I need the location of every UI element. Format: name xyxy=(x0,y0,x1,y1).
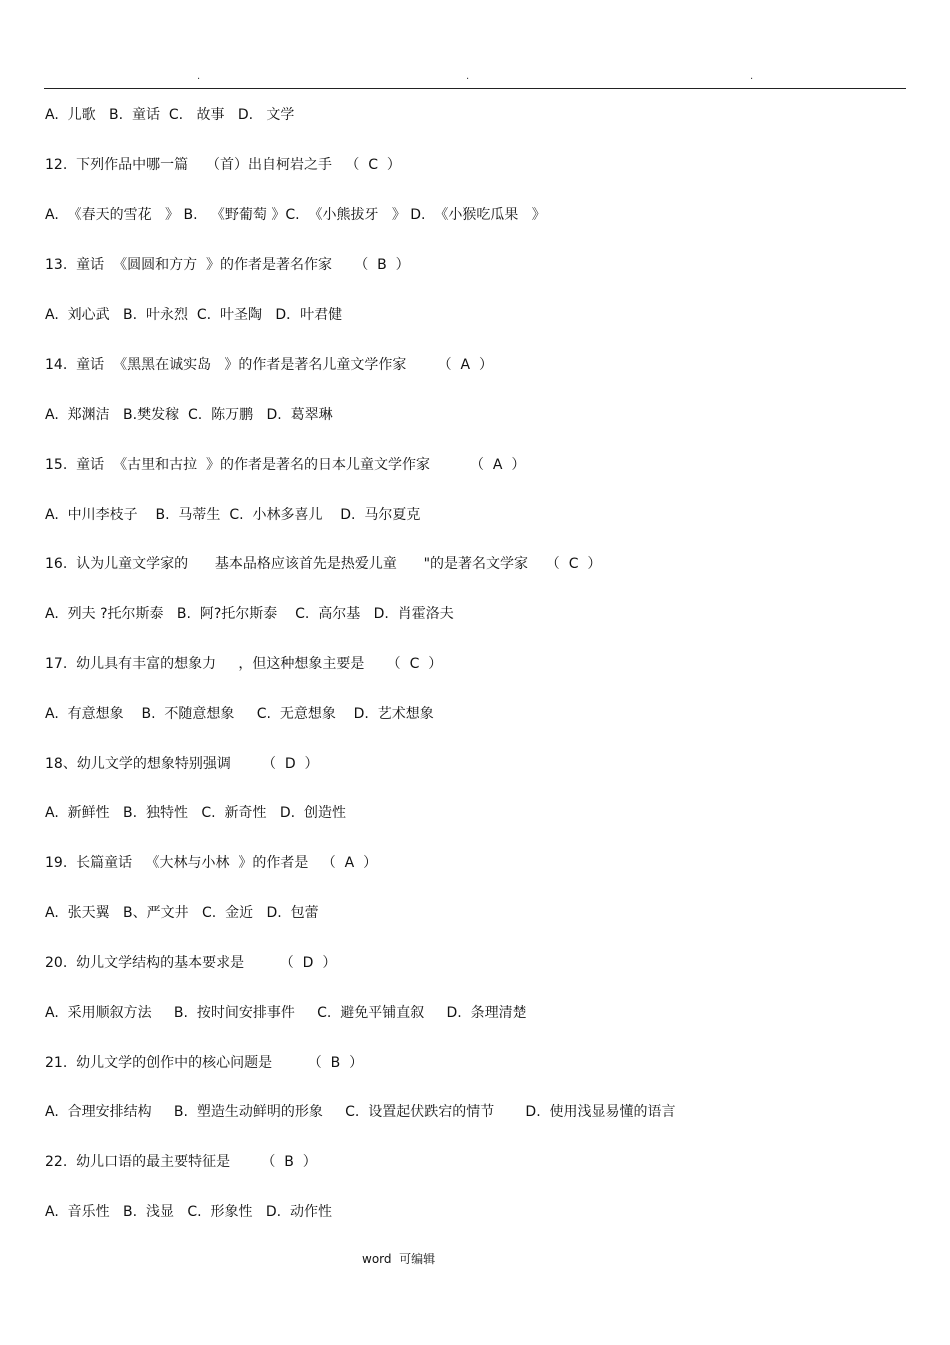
answer-options-18: A. 新鲜性 B. 独特性 C. 新奇性 D. 创造性 xyxy=(45,805,346,821)
answer-options-13: A. 刘心武 B. 叶永烈 C. 叶圣陶 D．叶君健 xyxy=(45,307,343,323)
answer-options-16: A. 列夫 ?托尔斯泰 B. 阿?托尔斯泰 C. 高尔基 D. 肖霍洛夫 xyxy=(45,606,454,622)
question-17: 17. 幼儿具有丰富的想象力 ，但这种想象主要是 （ C ） xyxy=(45,656,443,672)
header-dot-left: . xyxy=(197,71,201,82)
answer-options-12: A. 《春天的雪花 》 B. 《野葡萄 》C. 《小熊拔牙 》 D. 《小猴吃瓜果 》 xyxy=(45,207,546,223)
answer-options-19: A. 张天翼 B、严文井 C. 金近 D. 包蕾 xyxy=(45,905,319,921)
question-13: 13. 童话 《圆圆和方方 》的作者是著名作家 （ B ） xyxy=(45,257,410,273)
answer-options-11: A. 儿歌 B. 童话 C. 故事 D. 文学 xyxy=(45,107,295,123)
question-14: 14. 童话 《黑黑在诚实岛 》的作者是著名儿童文学作家 （ A ） xyxy=(45,357,493,373)
question-18: 18、幼儿文学的想象特别强调 （ D ） xyxy=(45,756,319,772)
answer-options-21: A. 合理安排结构 B. 塑造生动鲜明的形象 C. 设置起伏跌宕的情节 D. 使用浅显易懂的语言 xyxy=(45,1104,676,1120)
question-15: 15. 童话 《古里和古拉 》的作者是著名的日本儿童文学作家 （ A ） xyxy=(45,457,526,473)
footer-editable-note: word 可编辑 xyxy=(362,1252,436,1266)
question-16: 16. 认为儿童文学家的 基本品格应该首先是热爱儿童 "的是著名文学家 （ C ） xyxy=(45,556,602,572)
header-rule xyxy=(44,88,906,89)
answer-options-14: A. 郑渊洁 B.樊发稼 C. 陈万鹏 D. 葛翠琳 xyxy=(45,407,333,423)
header-dot-middle: . xyxy=(466,71,470,82)
question-12: 12. 下列作品中哪一篇 （首）出自柯岩之手 （ C ） xyxy=(45,157,401,173)
answer-options-15: A. 中川李枝子 B. 马蒂生 C. 小林多喜儿 D. 马尔夏克 xyxy=(45,507,421,523)
question-22: 22. 幼儿口语的最主要特征是 （ B ） xyxy=(45,1154,317,1170)
answer-options-17: A. 有意想象 B. 不随意想象 C. 无意想象 D. 艺术想象 xyxy=(45,706,434,722)
answer-options-20: A. 采用顺叙方法 B. 按时间安排事件 C. 避免平铺直叙 D. 条理清楚 xyxy=(45,1005,527,1021)
answer-options-22: A. 音乐性 B. 浅显 C. 形象性 D. 动作性 xyxy=(45,1204,332,1220)
question-20: 20. 幼儿文学结构的基本要求是 （ D ） xyxy=(45,955,337,971)
header-dot-right: . xyxy=(750,71,754,82)
question-21: 21. 幼儿文学的创作中的核心问题是 （ B ） xyxy=(45,1055,364,1071)
question-19: 19. 长篇童话 《大林与小林 》的作者是 （ A ） xyxy=(45,855,378,871)
